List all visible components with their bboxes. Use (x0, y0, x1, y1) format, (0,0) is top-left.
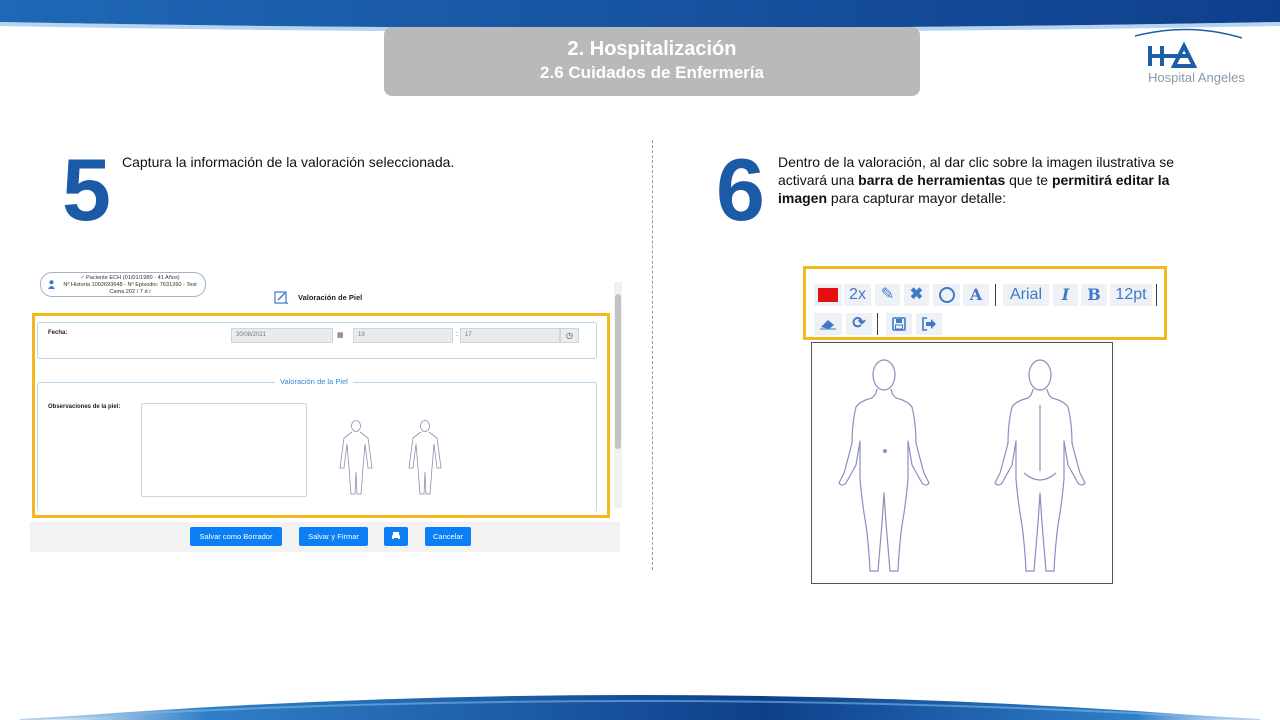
cancel-button[interactable]: Cancelar (425, 527, 471, 546)
save-sign-button[interactable]: Salvar y Firmar (299, 527, 368, 546)
toolbar-separator (995, 284, 996, 306)
form-title: Valoración de Piel (298, 293, 363, 302)
text-icon[interactable]: A (963, 284, 989, 306)
toolbar-separator (1156, 284, 1157, 306)
scrollbar-thumb[interactable] (615, 294, 621, 449)
step-6-text-part: Dentro de la valoración, al dar clic sobre la imagen ilustrativa se activará una (778, 154, 1175, 188)
font-size-select[interactable]: 12pt (1110, 284, 1152, 306)
exit-shape (921, 317, 937, 331)
patient-line-2: Nº Historia 1002693648 - Nº Episodio: 7631260 - Test (63, 282, 197, 288)
patient-line-1: ♂ Paciente ECH (01/01/1980 - 41 Años) (80, 275, 180, 281)
user-icon (48, 280, 55, 289)
refresh-icon[interactable]: ⟳ (846, 313, 872, 335)
save-icon[interactable] (886, 313, 912, 335)
step-5-text: Captura la información de la valoración seleccionada. (122, 154, 455, 170)
print-icon (391, 531, 401, 541)
print-button[interactable] (384, 527, 408, 546)
body-diagram-canvas[interactable] (811, 342, 1113, 584)
bottom-banner-decoration (0, 660, 1280, 720)
valoracion-screenshot (30, 270, 622, 552)
hour-input[interactable]: 19 (353, 328, 453, 343)
logo-text: Hospital Angeles (1148, 70, 1245, 85)
calendar-icon[interactable]: ▦ (337, 332, 344, 339)
font-select[interactable]: Arial (1003, 284, 1049, 306)
step-5-number: 5 (62, 140, 111, 239)
color-swatch-icon[interactable] (814, 284, 842, 306)
circle-icon[interactable] (933, 284, 960, 306)
eraser-shape (819, 317, 837, 331)
step-6-bold-edit: permitirá editar la imagen (778, 172, 1170, 206)
section-header (384, 27, 920, 96)
section-title: 2. Hospitalización (567, 38, 737, 60)
date-input[interactable]: 30/08/2021 (231, 328, 333, 343)
exit-icon[interactable] (916, 313, 942, 335)
patient-line-3: Cama 202 / 7 d / (109, 289, 151, 295)
piel-section-title: Valoración de la Piel (275, 377, 353, 386)
highlight-frame (32, 313, 610, 518)
italic-button[interactable]: I (1053, 284, 1078, 306)
step-6-text-part: que te (1005, 172, 1052, 188)
edit-form-icon (274, 290, 289, 305)
step-6-text-part: para capturar mayor detalle: (827, 190, 1006, 206)
time-separator: : (456, 331, 458, 338)
image-edit-toolbar (803, 266, 1167, 340)
body-diagram (812, 343, 1112, 583)
step-6-number: 6 (716, 140, 765, 239)
bold-button[interactable]: B (1081, 284, 1107, 306)
save-draft-button[interactable]: Salvar como Borrador (190, 527, 282, 546)
column-divider (652, 140, 653, 570)
circle-shape (938, 286, 956, 304)
eraser-icon[interactable] (814, 313, 842, 335)
patient-card[interactable] (40, 272, 206, 297)
stroke-size-button[interactable]: 2x (844, 284, 871, 306)
obs-label: Observaciones de la piel: (48, 404, 121, 410)
floppy-shape (892, 317, 906, 331)
minute-input[interactable]: 17 (460, 328, 560, 343)
step-6-bold-toolbar: barra de herramientas (858, 172, 1006, 188)
pencil-icon[interactable]: ✎ (875, 284, 900, 306)
section-subtitle: 2.6 Cuidados de Enfermería (540, 63, 764, 82)
scrollbar[interactable] (614, 282, 622, 508)
close-icon[interactable]: ✖ (904, 284, 929, 306)
clock-icon[interactable]: ◷ (560, 328, 579, 343)
toolbar-separator (877, 313, 878, 335)
color-swatch (818, 288, 838, 302)
fecha-label: Fecha: (48, 330, 68, 336)
step-6-text (778, 153, 1198, 207)
